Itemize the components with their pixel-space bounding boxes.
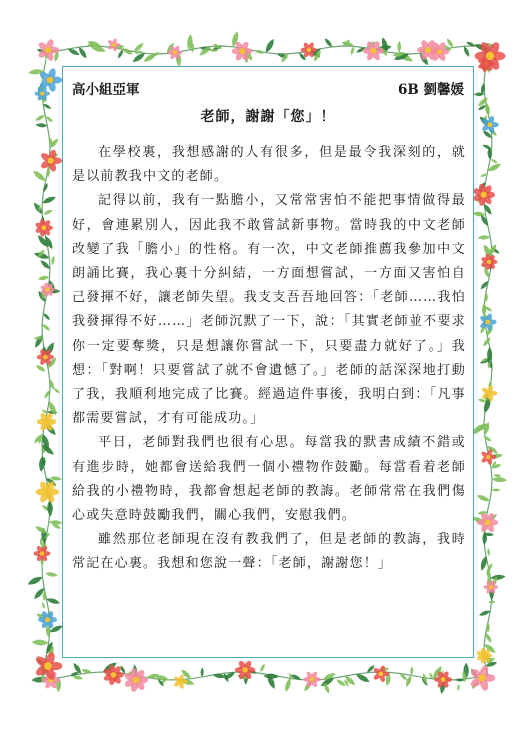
essay-paragraph: 平日，老師對我們也很有心思。每當我的默書成績不錯或有進步時，她都會送給我們一個小禮物作鼓勵。每當看着老師給我的小禮物時，我都會想起老師的教誨。老師常常在我們傷心或失意時鼓勵我們，關心我們，安慰我們。 [72,435,466,524]
leaf-icon [349,46,355,56]
flower-icon [481,385,497,402]
leaf-icon [26,575,43,587]
leaf-icon [404,675,412,688]
essay-paragraph: 雖然那位老師現在沒有教我們了，但是老師的教誨，我時常記在心裏。我想和您說一聲：「老師，謝謝您！」 [72,532,466,572]
leaf-icon [397,41,401,53]
leaf-icon [264,38,276,54]
flower-icon [480,253,497,271]
header-row [72,78,464,98]
leaf-icon [476,493,491,503]
award-label: 高小組亞軍 [72,82,140,98]
leaf-icon [410,666,414,675]
leaf-icon [32,639,49,646]
leaf-icon [53,387,61,394]
flower-icon [34,651,62,681]
leaf-icon [462,45,471,57]
flower-icon [124,667,149,692]
leaf-icon [43,208,54,216]
leaf-icon [490,158,498,164]
leaf-icon [35,123,47,128]
essay-title: 老師，謝謝「您」！ [200,109,336,125]
essay-paragraph: 記得以前，我有一點膽小，又常常害怕不能把事情做得最好，會連累別人，因此我不敢嘗試新事物。當時我的中文老師改變了我「膽小」的性格。有一次，中文老師推薦我參加中文朗誦比賽，我心裏十分糾結，一方面想嘗試，一方面又害怕自己發揮不好，讓老師失望。我支支吾吾地回答：「老師……我怕我發揮得不好……」老師沉默了一下，說：「其實老師並不要求你一定要奪獎，只是想讓你嘗試一下，只要盡力就好了。」我想：「對啊！只要嘗試了就不會遺憾了。」老師的話深深地打動了我，我順利地完成了比賽。經過這件事後，我明白到：「凡事都需要嘗試，才有可能成功。」 [72,193,466,427]
leaf-icon [200,667,204,677]
leaf-icon [457,684,460,692]
leaf-icon [472,211,486,217]
leaf-icon [34,113,46,122]
leaf-icon [284,678,293,693]
leaf-icon [482,336,492,347]
leaf-icon [51,256,55,266]
leaf-icon [43,591,47,602]
flower-icon [107,38,120,52]
leaf-icon [32,169,48,183]
leaf-icon [483,435,493,443]
leaf-icon [479,280,490,291]
leaf-icon [491,488,500,491]
leaf-icon [41,602,46,610]
leaf-icon [486,622,490,633]
leaf-icon [259,663,266,673]
essay-body [72,141,466,577]
leaf-icon [484,102,491,116]
leaf-icon [493,474,501,478]
leaf-icon [49,520,63,526]
leaf-icon [35,364,47,373]
flower-icon [35,218,53,237]
leaf-icon [477,235,490,240]
flower-icon [472,183,495,207]
leaf-icon [490,574,506,580]
leaf-icon [77,46,88,60]
leaf-icon [487,548,491,556]
author-label: 6B 劉馨媛 [397,82,464,98]
leaf-icon [37,275,49,281]
leaf-icon [45,571,58,578]
leaf-icon [323,37,333,48]
essay-paragraph: 在學校裏，我想感謝的人有很多，但是最令我深刻的，就是以前教我中文的老師。 [72,145,466,185]
leaf-icon [488,601,496,604]
leaf-icon [492,477,507,483]
flower-icon [39,149,62,173]
